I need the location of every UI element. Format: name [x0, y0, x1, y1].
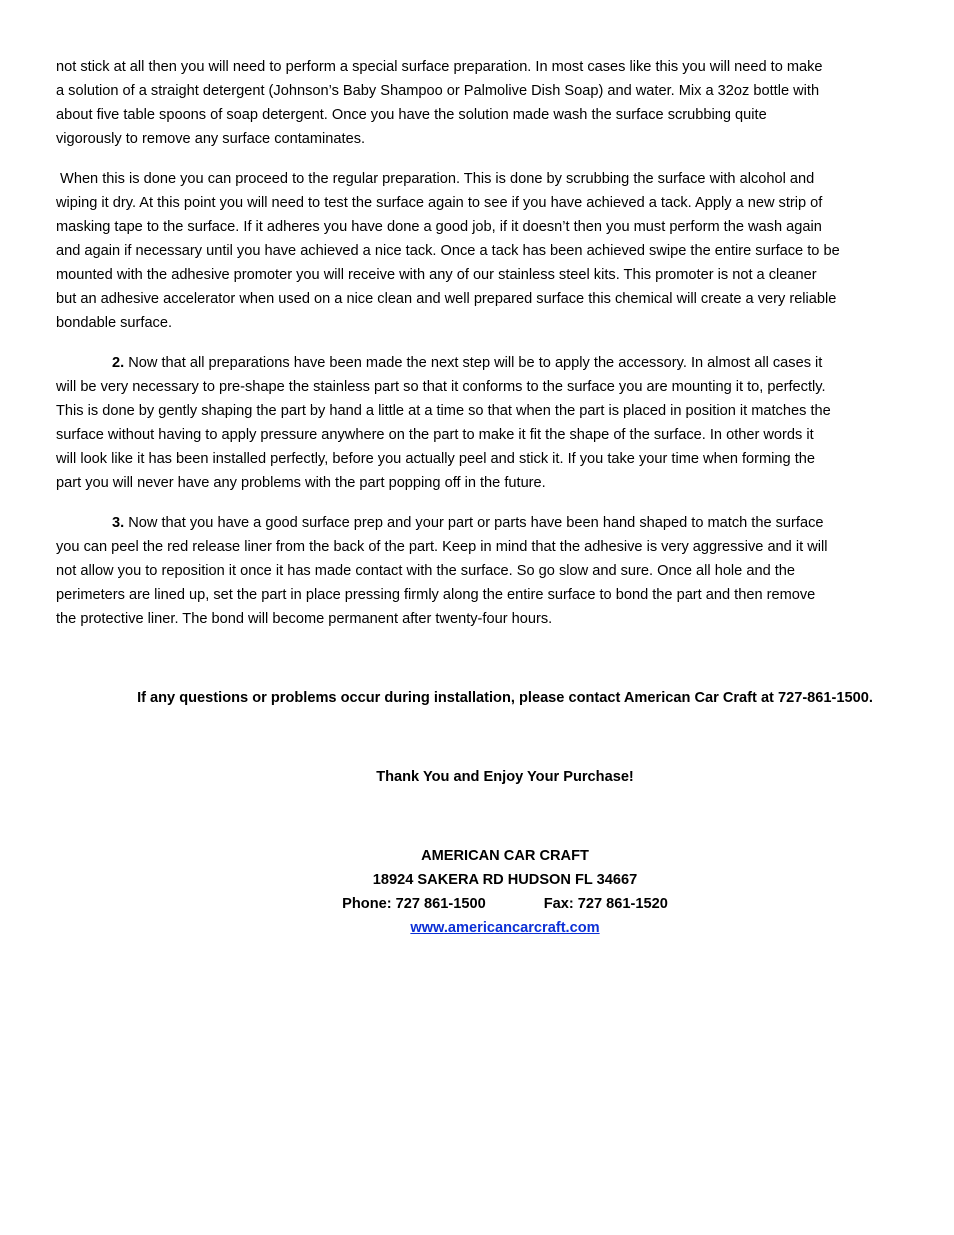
paragraph-line: will look like it has been installed perfectly, before you actually peel and stick it. If you take your time when forming the	[56, 451, 815, 467]
company-name: AMERICAN CAR CRAFT	[421, 848, 589, 864]
paragraph-line: surface without having to apply pressure anywhere on the part to make it fit the shape of the surface. In other words it	[56, 427, 814, 443]
document-body	[56, 55, 900, 647]
paragraph-line: you can peel the red release liner from the back of the part. Keep in mind that the adhesive is very aggressive and it will	[56, 539, 828, 555]
thank-you-message: Thank You and Enjoy Your Purchase!	[376, 769, 634, 785]
paragraph-surface-prep	[56, 55, 900, 151]
paragraph-line: but an adhesive accelerator when used on a nice clean and well prepared surface this chemical will create a very reliable	[56, 291, 837, 307]
paragraph-line: about five table spoons of soap detergent. Once you have the solution made wash the surface scrubbing quite	[56, 107, 767, 123]
company-info	[56, 844, 954, 940]
contact-notice: If any questions or problems occur during installation, please contact American Car Craft at 727-861-1500.	[137, 690, 873, 706]
paragraph-line: mounted with the adhesive promoter you will receive with any of our stainless steel kits. This promoter is not a cleaner	[56, 267, 817, 283]
paragraph-line-text: Now that you have a good surface prep and your part or parts have been hand shaped to match the surface	[124, 515, 824, 531]
paragraph-line: the protective liner. The bond will become permanent after twenty-four hours.	[56, 611, 553, 627]
paragraph-line: This is done by gently shaping the part by hand a little at a time so that when the part is placed in position it matches the	[56, 403, 831, 419]
paragraph-line: vigorously to remove any surface contaminates.	[56, 131, 366, 147]
company-address: 18924 SAKERA RD HUDSON FL 34667	[372, 872, 638, 888]
company-phone: Phone: 727 861-1500	[342, 896, 486, 912]
company-website-link[interactable]: www.americancarcraft.com	[410, 920, 600, 936]
step-3-paragraph	[56, 511, 900, 631]
paragraph-line: part you will never have any problems with the part popping off in the future.	[56, 475, 546, 491]
paragraph-line: not allow you to reposition it once it has made contact with the surface. So go slow and sure. Once all hole and the	[56, 563, 796, 579]
paragraph-line: bondable surface.	[56, 315, 173, 331]
step-3-number: 3.	[112, 515, 125, 531]
paragraph-line: When this is done you can proceed to the regular preparation. This is done by scrubbing the surface with alcohol and	[56, 171, 815, 187]
paragraph-line: perimeters are lined up, set the part in place pressing firmly along the entire surface to bond the part and then remove	[56, 587, 816, 603]
step-3-first-line	[56, 511, 900, 535]
paragraph-line: not stick at all then you will need to perform a special surface preparation. In most cases like this you will need to make	[56, 59, 823, 75]
company-contact-line	[56, 892, 954, 916]
paragraph-line-text: Now that all preparations have been made the next step will be to apply the accessory. In almost all cases it	[124, 355, 823, 371]
company-website-line	[56, 916, 954, 940]
company-fax: Fax: 727 861-1520	[543, 896, 668, 912]
paragraph-line: and again if necessary until you have achieved a nice tack. Once a tack has been achieved swipe the entire surface to be	[56, 243, 840, 259]
step-2-number: 2.	[112, 355, 125, 371]
step-2-first-line	[56, 351, 900, 375]
paragraph-line: will be very necessary to pre-shape the stainless part so that it conforms to the surface you are mounting it to, perfectly.	[56, 379, 826, 395]
paragraph-regular-prep	[56, 167, 900, 335]
paragraph-line: masking tape to the surface. If it adheres you have done a good job, if it doesn’t then you must perform the wash again	[56, 219, 822, 235]
step-2-paragraph	[56, 351, 900, 495]
paragraph-line: wiping it dry. At this point you will need to test the surface again to see if you have achieved a tack. Apply a new strip of	[56, 195, 823, 211]
paragraph-line: a solution of a straight detergent (Johnson’s Baby Shampoo or Palmolive Dish Soap) and water. Mix a 32oz bottle with	[56, 83, 820, 99]
